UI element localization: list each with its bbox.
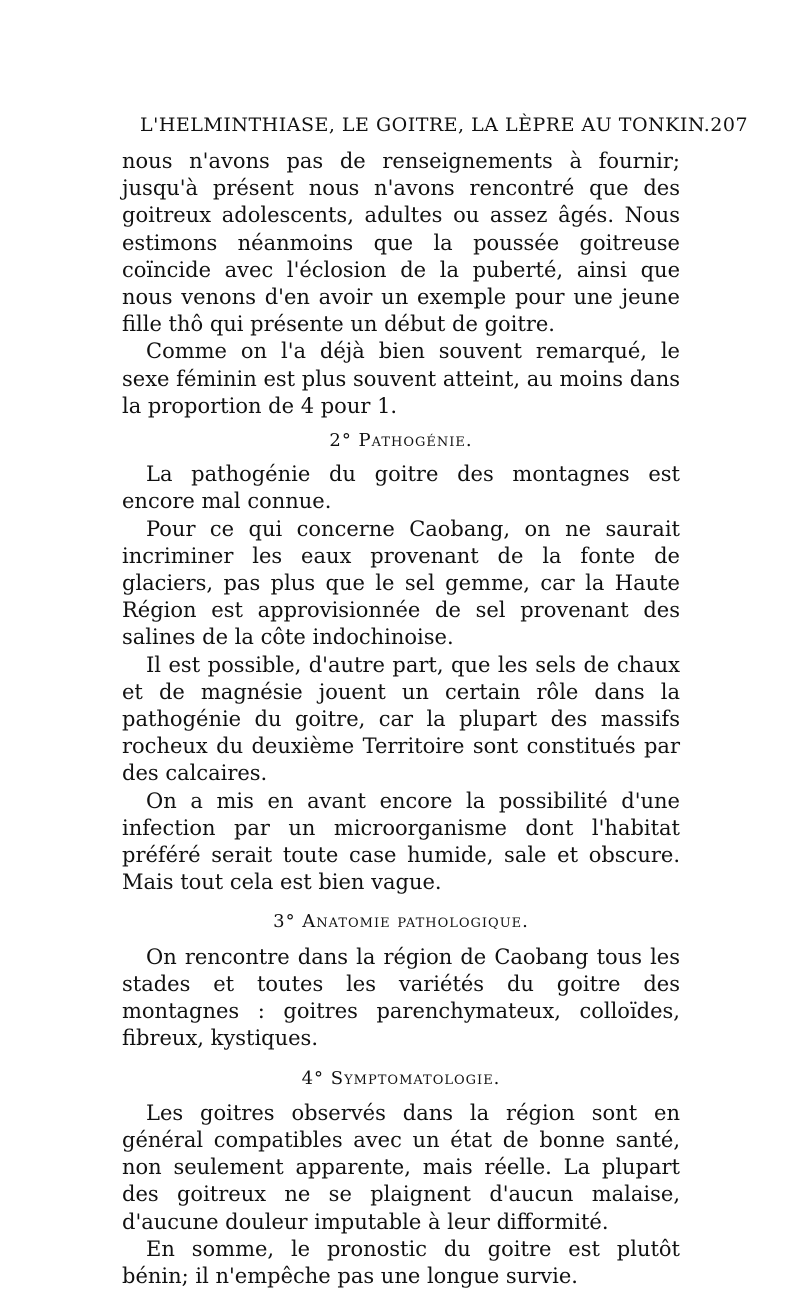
paragraph-infection: On a mis en avant encore la possibilité d'une infection par un microorganisme dont l'habitat préféré serait toute case humide, sale et obscure. Mais tout cela est bien vague. — [122, 788, 680, 895]
paragraph-pathogenie-intro: La pathogénie du goitre des montagnes est encore mal connue. — [122, 462, 680, 514]
page-body — [122, 148, 680, 1290]
section-heading-pathogenie: 2° Pathogénie. — [329, 430, 473, 452]
running-header — [140, 114, 749, 136]
page-number: 207 — [710, 114, 749, 136]
paragraph-sex-ratio: Comme on l'a déjà bien souvent remarqué, le sexe féminin est plus souvent atteint, au moins dans la proportion de 4 pour 1. — [122, 339, 680, 418]
paragraph-caobang-water: Pour ce qui concerne Caobang, on ne saurait incriminer les eaux provenant de la fonte de glaciers, pas plus que le sel gemme, car la Haute Région est approvisionnée de sel provenant des salines de la côte indochinoise. — [122, 516, 680, 650]
section-heading-symptomatologie: 4° Symptomatologie. — [301, 1067, 501, 1089]
paragraph-lime-salts: Il est possible, d'autre part, que les sels de chaux et de magnésie jouent un certain rôle dans la pathogénie du goitre, car la plupart des massifs rocheux du deuxième Territoire sont constitués par des calcaires. — [122, 652, 680, 786]
section-heading-anatomie: 3° Anatomie pathologique. — [273, 911, 529, 933]
paragraph-symptoms: Les goitres observés dans la région sont en général compatibles avec un état de bonne santé, non seulement apparente, mais réelle. La plupart des goitreux ne se plaignent d'aucun malaise, d'aucune douleur imputable à leur difformité. — [122, 1100, 680, 1234]
paragraph-prognosis: En somme, le pronostic du goitre est plutôt bénin; il n'empêche pas une longue survie. — [122, 1236, 680, 1288]
running-title: L'HELMINTHIASE, LE GOITRE, LA LÈPRE AU TONKIN. — [140, 114, 711, 136]
paragraph-goitre-varieties: On rencontre dans la région de Caobang tous les stades et toutes les variétés du goitre des montagnes : goitres parenchymateux, colloïdes, fibreux, kystiques. — [122, 944, 680, 1051]
paragraph-continued: nous n'avons pas de renseignements à fournir; jusqu'à présent nous n'avons rencontré que des goitreux adolescents, adultes ou assez âgés. Nous estimons néanmoins que la poussée goitreuse coïncide avec l'éclosion de la puberté, ainsi que nous venons d'en avoir un exemple pour une jeune fille thô qui présente un début de goitre. — [122, 149, 680, 337]
